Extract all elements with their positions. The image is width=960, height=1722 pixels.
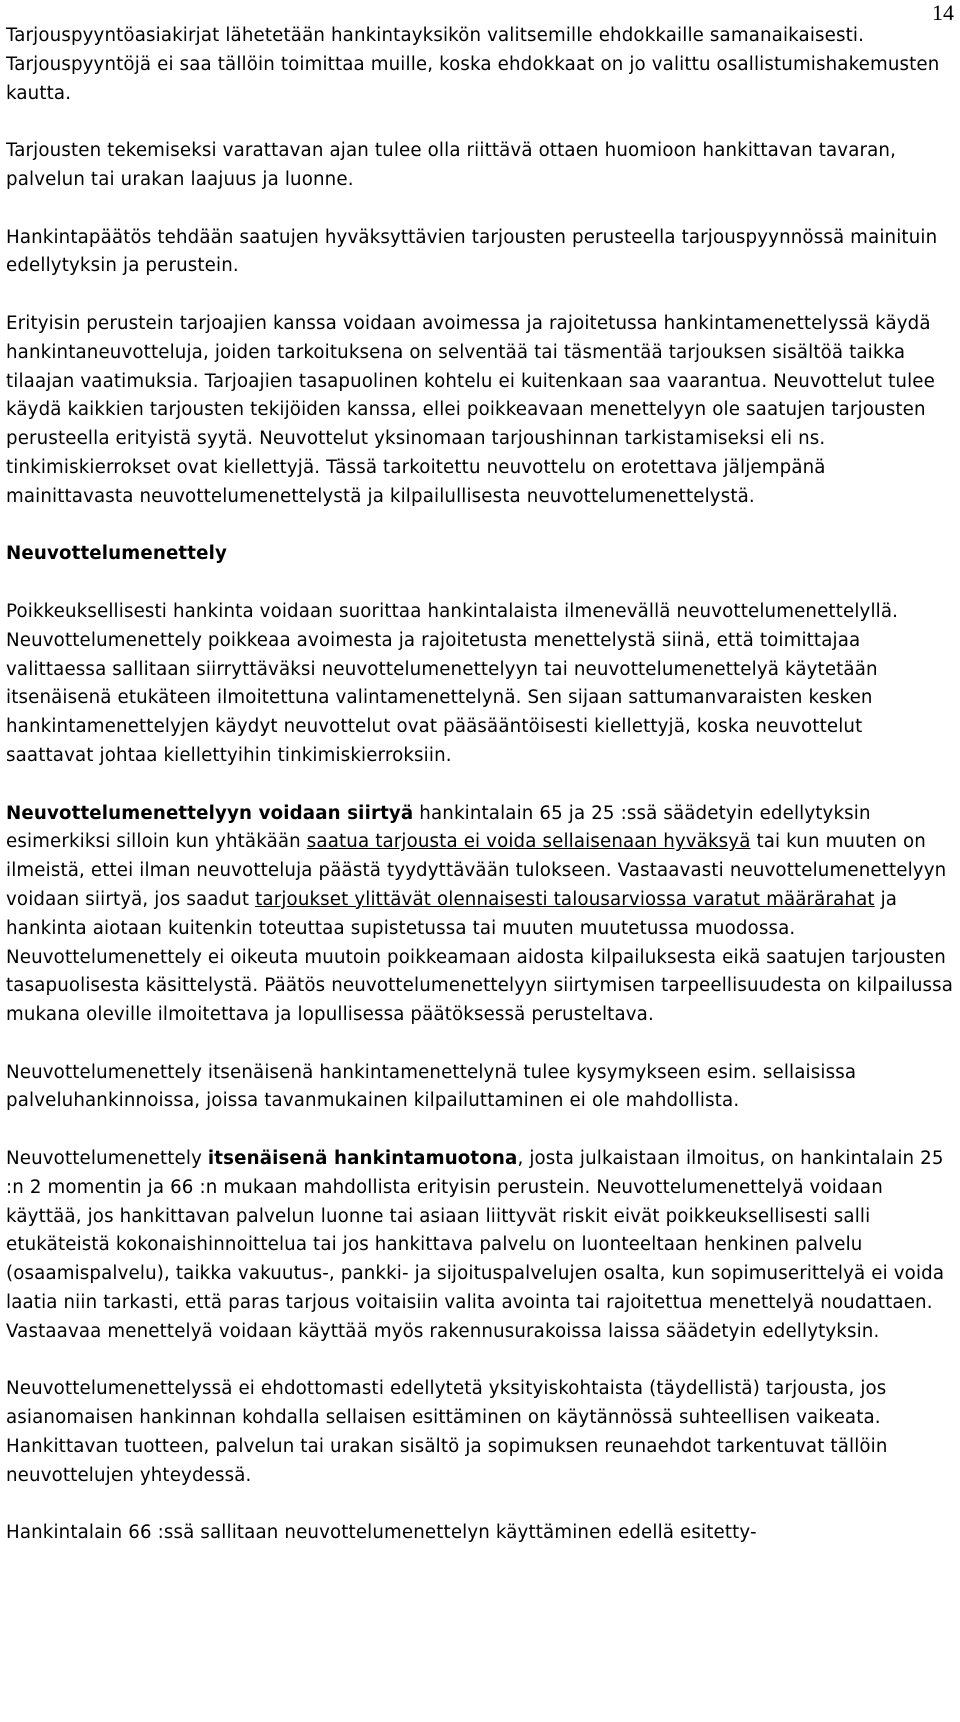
paragraph-negotiated-procedure-intro: Poikkeuksellisesti hankinta voidaan suorittaa hankintalaista ilmenevällä neuvottelumenettelyllä. Neuvottelumenettely poikkeaa avoimesta ja rajoitetusta menettelystä siinä, että toimittajaa valittaessa sallitaan siirryttäväksi neuvottelumenettelyyn tai neuvottelumenettelyä käytetään itsenäisenä etukäteen ilmoitettuna valintamenettelynä. Sen sijaan sattumanvaraisten kesken hankintamenettelyjen käydyt neuvottelut ovat pääsääntöisesti kiellettyjä, koska neuvottelut saattavat johtaa kiellettyihin tinkimiskierroksiin. <box>6 600 899 766</box>
bold-phrase: Neuvottelumenettelyyn voidaan siirtyä <box>6 802 414 824</box>
text-run: ja hankinta aiotaan kuitenkin toteuttaa supistetussa tai muuten muutetussa muodossa. Neuvottelumenettely ei oikeuta muutoin poikkeamaan aidosta kilpailuksesta eikä saatujen tarjousten tasapuolisesta käsittelystä. Päätös neuvottelumenettelyyn siirtymisen tarpeellisuudesta on kilpailussa mukana oleville ilmoitettava ja lopullisessa päätöksessä perusteltava. <box>6 888 954 1026</box>
paragraph-invitation-to-tender: Tarjouspyyntöasiakirjat lähetetään hankintayksikön valitsemille ehdokkaille samanaikaisesti. Tarjouspyyntöjä ei saa tällöin toimittaa muille, koska ehdokkaat on jo valittu osallistumishakemusten kautta. <box>6 25 940 104</box>
paragraph-independent-procurement-form <box>6 1145 954 1347</box>
paragraph-continuation: Hankintalain 66 :ssä sallitaan neuvottelumenettelyn käyttäminen edellä esitetty- <box>6 1522 757 1544</box>
paragraph-tender-time: Tarjousten tekemiseksi varattavan ajan tulee olla riittävä ottaen huomioon hankittavan tavaran, palvelun tai urakan laajuus ja luonne. <box>6 140 897 190</box>
paragraph-procurement-decision: Hankintapäätös tehdään saatujen hyväksyttävien tarjousten perusteella tarjouspyynnössä mainituin edellytyksin ja perustein. <box>6 226 938 277</box>
bold-phrase: itsenäisenä hankintamuotona <box>207 1148 518 1170</box>
text-run: tai kun muuten on ilmeistä, ettei ilman neuvotteluja päästä tyydyttävään tulokseen. Vastaavasti neuvottelumenettelyyn voidaan siirtyä, jos saadut <box>6 831 947 910</box>
paragraph-independent-procedure: Neuvottelumenettely itsenäisenä hankintamenettelynä tulee kysymykseen esim. sellaisissa palveluhankinnoissa, joissa tavanmukainen kilpailuttaminen ei ole mahdollista. <box>6 1061 857 1112</box>
document-body <box>6 22 954 1577</box>
underlined-phrase: tarjoukset ylittävät olennaisesti talousarviossa varatut määrärahat <box>255 888 875 910</box>
text-run: Neuvottelumenettely <box>6 1148 208 1170</box>
page-number: 14 <box>932 0 954 25</box>
paragraph-transition-to-negotiation <box>6 800 954 1030</box>
paragraph-negotiations: Erityisin perustein tarjoajien kanssa voidaan avoimessa ja rajoitetussa hankintamenettelyssä käydä hankintaneuvotteluja, joiden tarkoituksena on selventää tai täsmentää tarjouksen sisältöä taikka tilaajan vaatimuksia. Tarjoajien tasapuolinen kohtelu ei kuitenkaan saa vaarantua. Neuvottelut tulee käydä kaikkien tarjousten tekijöiden kanssa, ellei poikkeavaan menettelyyn ole saatujen tarjousten perusteella erityistä syytä. Neuvottelut yksinomaan tarjoushinnan tarkistamiseksi eli ns. tinkimiskierrokset ovat kiellettyjä. Tässä tarkoitettu neuvottelu on erotettava jäljempänä mainittavasta neuvottelumenettelystä ja kilpailullisesta neuvottelumenettelystä. <box>6 312 935 507</box>
section-heading-negotiated-procedure: Neuvottelumenettely <box>6 543 227 565</box>
text-run: , josta julkaistaan ilmoitus, on hankintalain 25 :n 2 momentin ja 66 :n mukaan mahdollista erityisin perustein. Neuvottelumenettelyä voidaan käyttää, jos hankittavan palvelun luonne tai asiaan liittyvät riskit eivät poikkeuksellisesti salli etukäteistä kokonaishinnoittelua tai jos hankittava palvelu on luonteeltaan henkinen palvelu (osaamispalvelu), taikka vakuutus-, pankki- ja sijoituspalvelujen osalta, kun sopimuserittelyä ei voida laatia niin tarkasti, että paras tarjous voitaisiin valita avointa tai rajoitettua menettelyä noudattaen. Vastaavaa menettelyä voidaan käyttää myös rakennusurakoissa laissa säädetyin edellytyksin. <box>6 1148 945 1342</box>
text-run: hankintalain 65 ja 25 :ssä säädetyin edellytyksin esimerkiksi silloin kun yhtäkään <box>6 802 871 853</box>
paragraph-detailed-tender: Neuvottelumenettelyssä ei ehdottomasti edellytetä yksityiskohtaista (täydellistä) tarjousta, jos asianomaisen hankinnan kohdalla sellaisen esittäminen on käytännössä suhteellisen vaikeata. Hankittavan tuotteen, palvelun tai urakan sisältö ja sopimuksen reunaehdot tarkentuvat tällöin neuvottelujen yhteydessä. <box>6 1378 888 1486</box>
underlined-phrase: saatua tarjousta ei voida sellaisenaan hyväksyä <box>306 831 751 853</box>
